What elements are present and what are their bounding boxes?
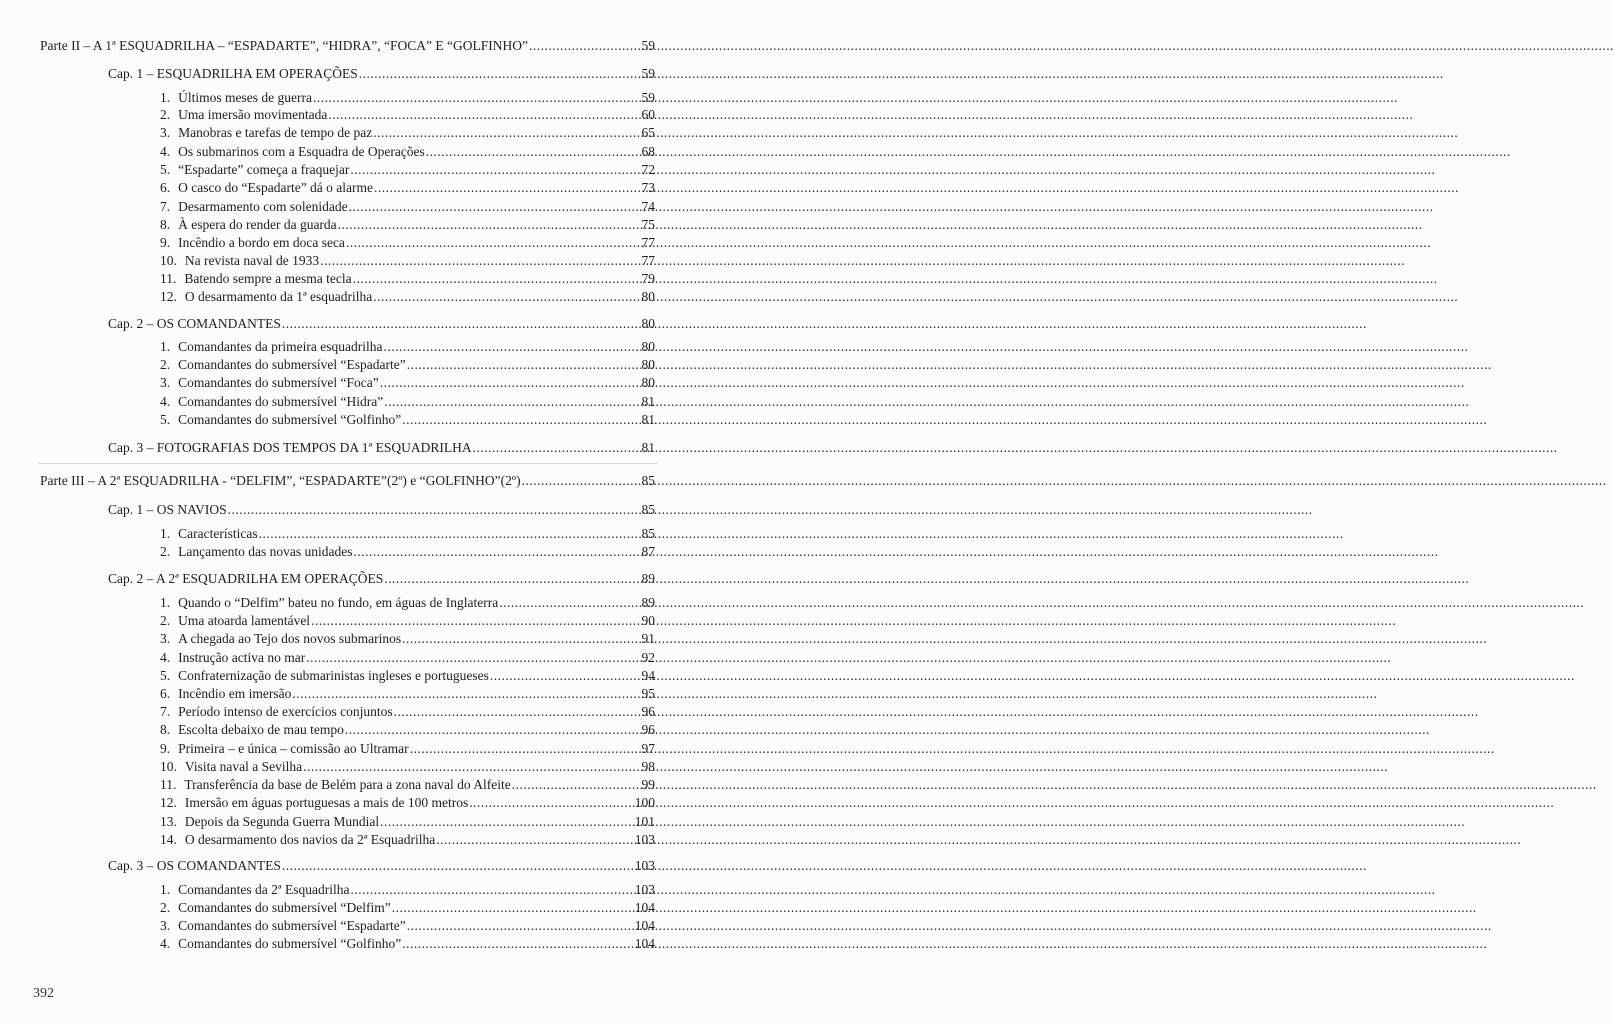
dot-leader (402, 630, 1487, 648)
toc-item-number: 3. (160, 918, 171, 933)
toc-item-number: 8. (160, 217, 171, 232)
toc-item-entry (160, 594, 605, 612)
toc-page-number: 89 (641, 571, 655, 586)
toc-entry-title: Uma atoarda lamentável (178, 613, 311, 628)
toc-item-number: 2. (160, 107, 171, 122)
toc-entry-title: Parte III – A 2ª ESQUADRILHA - “DELFIM”, “ESPADARTE”(2º) e “GOLFINHO”(2º) (40, 473, 521, 488)
toc-entry-title: Comandantes do submersível “Golfinho” (178, 936, 402, 951)
toc-entry-title: Parte II – A 1ª ESQUADRILHA – “ESPADARTE”, “HIDRA”, “FOCA” E “GOLFINHO” (40, 38, 528, 53)
toc-item-number: 2. (160, 900, 171, 915)
toc-item-entry (160, 411, 605, 429)
toc-page-number: 75 (641, 217, 655, 232)
toc-entry-title: Depois da Segunda Guerra Mundial (184, 814, 380, 829)
toc-entry-title: Desarmamento com solenidade (178, 199, 348, 214)
toc-entry-title: Escolta debaixo de mau tempo (178, 722, 344, 737)
toc-item-number: 1. (160, 339, 171, 354)
toc-entry-title: Incêndio em imersão (178, 686, 292, 701)
toc-item-number: 10. (160, 253, 177, 268)
toc-page-number: 77 (641, 253, 655, 268)
toc-item-number: 9. (160, 235, 171, 250)
dot-leader (426, 143, 1511, 161)
toc-chapter-entry (108, 439, 605, 457)
dot-leader (346, 234, 1431, 252)
toc-page-number: 85 (641, 526, 655, 541)
toc-item-entry (160, 703, 605, 721)
toc-item-entry (160, 198, 605, 216)
toc-entry-title: Últimos meses de guerra (178, 90, 312, 105)
toc-page-number: 81 (641, 412, 655, 427)
toc-item-number: 8. (160, 722, 171, 737)
toc-chapter-entry (108, 315, 605, 333)
toc-entry-title: Imersão em águas portuguesas a mais de 100 metros (184, 795, 469, 810)
toc-page-number: 59 (641, 90, 655, 105)
toc-item-number: 4. (160, 650, 171, 665)
toc-item-entry (160, 758, 605, 776)
dot-leader (436, 831, 1521, 849)
dot-leader (373, 288, 1458, 306)
dot-leader (353, 270, 1438, 288)
toc-page-number: 80 (641, 357, 655, 372)
toc-part-entry (40, 37, 605, 55)
toc-page-number: 96 (641, 722, 655, 737)
toc-item-number: 9. (160, 741, 171, 756)
toc-entry-title: Cap. 1 – ESQUADRILHA EM OPERAÇÕES (108, 66, 358, 81)
dot-leader (512, 776, 1597, 794)
toc-item-number: 6. (160, 686, 171, 701)
toc-page-number: 100 (634, 795, 655, 810)
toc-item-number: 3. (160, 375, 171, 390)
dot-leader (328, 106, 1413, 124)
dot-leader (499, 594, 1584, 612)
toc-entry-title: Período intenso de exercícios conjuntos (178, 704, 393, 719)
toc-item-number: 2. (160, 357, 171, 372)
dot-leader (349, 198, 1434, 216)
toc-entry-title: Confraternização de submarinistas ingleses e portugueses (178, 668, 489, 683)
toc-entry-title: “Espadarte” começa a fraquejar (178, 162, 350, 177)
toc-item-number: 5. (160, 162, 171, 177)
dot-leader (350, 161, 1435, 179)
toc-entry-title: Cap. 3 – OS COMANDANTES (108, 858, 281, 873)
toc-item-entry (160, 649, 605, 667)
toc-entry-title: Comandantes do submersível “Delfim” (178, 900, 391, 915)
toc-page-number: 98 (641, 759, 655, 774)
toc-item-entry (160, 179, 605, 197)
toc-page-number: 87 (641, 544, 655, 559)
toc-entry-title: Primeira – e única – comissão ao Ultramar (178, 741, 409, 756)
toc-entry-title: Características (178, 526, 258, 541)
toc-page-number: 101 (634, 814, 655, 829)
toc-item-entry (160, 831, 605, 849)
dot-leader (292, 685, 1377, 703)
toc-item-entry (160, 124, 605, 142)
toc-item-number: 6. (160, 180, 171, 195)
toc-entry-title: A chegada ao Tejo dos novos submarinos (178, 631, 402, 646)
dot-leader (407, 356, 1492, 374)
dot-leader (384, 393, 1469, 411)
toc-page-number: 103 (634, 858, 655, 873)
toc-item-number: 3. (160, 125, 171, 140)
toc-item-number: 1. (160, 595, 171, 610)
toc-chapter-entry (108, 857, 605, 875)
toc-item-entry (160, 270, 605, 288)
dot-leader (402, 935, 1487, 953)
toc-page-number: 72 (641, 162, 655, 177)
toc-entry-title: Comandantes do submersível “Espadarte” (178, 918, 406, 933)
toc-page-number: 60 (641, 107, 655, 122)
dot-leader (259, 525, 1344, 543)
toc-item-number: 10. (160, 759, 177, 774)
dot-leader (313, 89, 1398, 107)
toc-entry-title: Cap. 1 – OS NAVIOS (108, 502, 227, 517)
dot-leader (353, 543, 1438, 561)
toc-item-entry (160, 630, 605, 648)
toc-entry-title: À espera do render da guarda (178, 217, 337, 232)
toc-item-entry (160, 252, 605, 270)
toc-entry-title: Instrução activa no mar (178, 650, 306, 665)
toc-page-number: 96 (641, 704, 655, 719)
dot-leader (282, 315, 1367, 333)
toc-item-entry (160, 917, 605, 935)
dot-leader (311, 612, 1396, 630)
toc-item-entry (160, 776, 605, 794)
toc-item-number: 12. (160, 795, 177, 810)
toc-entry-title: Lançamento das novas unidades (178, 544, 353, 559)
section-divider (38, 463, 658, 464)
toc-item-number: 1. (160, 90, 171, 105)
toc-page-number: 77 (641, 235, 655, 250)
toc-entry-title: O desarmamento dos navios da 2ª Esquadrilha (184, 832, 436, 847)
toc-item-number: 7. (160, 704, 171, 719)
toc-page-number: 81 (641, 440, 655, 455)
toc-entry-title: Comandantes do submersível “Hidra” (178, 394, 384, 409)
toc-entry-title: Visita naval a Sevilha (184, 759, 303, 774)
toc-item-number: 4. (160, 394, 171, 409)
toc-page-number: 79 (641, 271, 655, 286)
toc-item-entry (160, 374, 605, 392)
dot-leader (374, 179, 1459, 197)
dot-leader (303, 758, 1388, 776)
toc-entry-title: Uma imersão movimentada (178, 107, 328, 122)
toc-page-number: 80 (641, 289, 655, 304)
toc-entry-title: O casco do “Espadarte” dá o alarme (178, 180, 374, 195)
dot-leader (384, 570, 1469, 588)
toc-page-number: 95 (641, 686, 655, 701)
toc-page-number: 59 (641, 38, 655, 53)
dot-leader (359, 65, 1444, 83)
toc-page-number: 81 (641, 394, 655, 409)
toc-item-number: 4. (160, 144, 171, 159)
dot-leader (373, 124, 1458, 142)
toc-item-entry (160, 813, 605, 831)
toc-page-number: 104 (634, 918, 655, 933)
toc-item-entry (160, 161, 605, 179)
toc-item-number: 5. (160, 412, 171, 427)
toc-entry-title: Comandantes do submersível “Foca” (178, 375, 379, 390)
toc-page-number: 104 (634, 900, 655, 915)
toc-entry-title: Os submarinos com a Esquadra de Operações (178, 144, 425, 159)
toc-page-number: 74 (641, 199, 655, 214)
toc-item-entry (160, 338, 605, 356)
toc-page-number: 80 (641, 316, 655, 331)
toc-entry-title: Transferência da base de Belém para a zona naval do Alfeite (184, 777, 511, 792)
toc-entry-title: Batendo sempre a mesma tecla (184, 271, 352, 286)
toc-page-number: 92 (641, 650, 655, 665)
toc-page-number: 97 (641, 741, 655, 756)
toc-item-number: 13. (160, 814, 177, 829)
toc-item-number: 11. (160, 777, 177, 792)
dot-leader (320, 252, 1405, 270)
toc-page-number: 104 (634, 936, 655, 951)
toc-entry-title: Quando o “Delfim” bateu no fundo, em águas de Inglaterra (178, 595, 499, 610)
toc-item-entry (160, 106, 605, 124)
toc-page-number: 80 (641, 339, 655, 354)
toc-page-number: 99 (641, 777, 655, 792)
toc-page-number: 80 (641, 375, 655, 390)
toc-item-entry (160, 935, 605, 953)
dot-leader (282, 857, 1367, 875)
toc-item-number: 2. (160, 544, 171, 559)
toc-page-number: 103 (634, 832, 655, 847)
toc-item-entry (160, 393, 605, 411)
toc-item-entry (160, 721, 605, 739)
toc-page-number: 73 (641, 180, 655, 195)
toc-entry-title: Na revista naval de 1933 (184, 253, 320, 268)
toc-item-number: 7. (160, 199, 171, 214)
dot-leader (380, 813, 1465, 831)
toc-item-entry (160, 740, 605, 758)
dot-leader (529, 37, 1614, 55)
toc-entry-title: Cap. 3 – FOTOGRAFIAS DOS TEMPOS DA 1ª ESQUADRILHA (108, 440, 472, 455)
toc-chapter-entry (108, 65, 605, 83)
toc-entry-title: Comandantes do submersível “Golfinho” (178, 412, 402, 427)
dot-leader (394, 703, 1479, 721)
toc-item-entry (160, 899, 605, 917)
toc-entry-title: O desarmamento da 1ª esquadrilha (184, 289, 373, 304)
toc-page-number: 91 (641, 631, 655, 646)
toc-page-number: 94 (641, 668, 655, 683)
toc-part-entry (40, 472, 605, 490)
toc-entry-title: Comandantes da 2ª Esquadrilha (178, 882, 350, 897)
toc-item-entry (160, 356, 605, 374)
dot-leader (407, 917, 1492, 935)
toc-entry-title: Incêndio a bordo em doca seca (178, 235, 345, 250)
dot-leader (380, 374, 1465, 392)
dot-leader (338, 216, 1423, 234)
dot-leader (228, 501, 1313, 519)
toc-page-number: 68 (641, 144, 655, 159)
dot-leader (383, 338, 1468, 356)
toc-item-number: 3. (160, 631, 171, 646)
toc-item-entry (160, 288, 605, 306)
toc-page-number: 65 (641, 125, 655, 140)
toc-item-number: 1. (160, 882, 171, 897)
toc-item-number: 4. (160, 936, 171, 951)
toc-page-number: 59 (641, 66, 655, 81)
toc-item-number: 12. (160, 289, 177, 304)
toc-page-number: 103 (634, 882, 655, 897)
toc-page-number: 85 (641, 473, 655, 488)
toc-item-entry (160, 685, 605, 703)
toc-entry-title: Cap. 2 – OS COMANDANTES (108, 316, 281, 331)
dot-leader (392, 899, 1477, 917)
toc-item-number: 14. (160, 832, 177, 847)
dot-leader (402, 411, 1487, 429)
toc-item-entry (160, 525, 605, 543)
toc-item-entry (160, 143, 605, 161)
page-number: 392 (33, 986, 54, 1001)
toc-item-entry (160, 612, 605, 630)
dot-leader (350, 881, 1435, 899)
toc-item-number: 2. (160, 613, 171, 628)
toc-item-number: 11. (160, 271, 177, 286)
toc-item-entry (160, 667, 605, 685)
toc-item-entry (160, 794, 605, 812)
toc-entry-title: Manobras e tarefas de tempo de paz (178, 125, 373, 140)
toc-page-number: 85 (641, 502, 655, 517)
toc-item-entry (160, 543, 605, 561)
dot-leader (345, 721, 1430, 739)
toc-chapter-entry (108, 501, 605, 519)
toc-item-entry (160, 881, 605, 899)
toc-item-number: 5. (160, 668, 171, 683)
toc-entry-title: Comandantes do submersível “Espadarte” (178, 357, 406, 372)
toc-item-entry (160, 234, 605, 252)
toc-item-number: 1. (160, 526, 171, 541)
toc-page-number: 89 (641, 595, 655, 610)
dot-leader (522, 472, 1607, 490)
toc-page-number: 90 (641, 613, 655, 628)
toc-entry-title: Cap. 2 – A 2ª ESQUADRILHA EM OPERAÇÕES (108, 571, 384, 586)
dot-leader (306, 649, 1391, 667)
dot-leader (410, 740, 1495, 758)
toc-chapter-entry (108, 570, 605, 588)
toc-entry-title: Comandantes da primeira esquadrilha (178, 339, 383, 354)
toc-item-entry (160, 89, 605, 107)
toc-page (0, 0, 683, 1024)
toc-item-entry (160, 216, 605, 234)
